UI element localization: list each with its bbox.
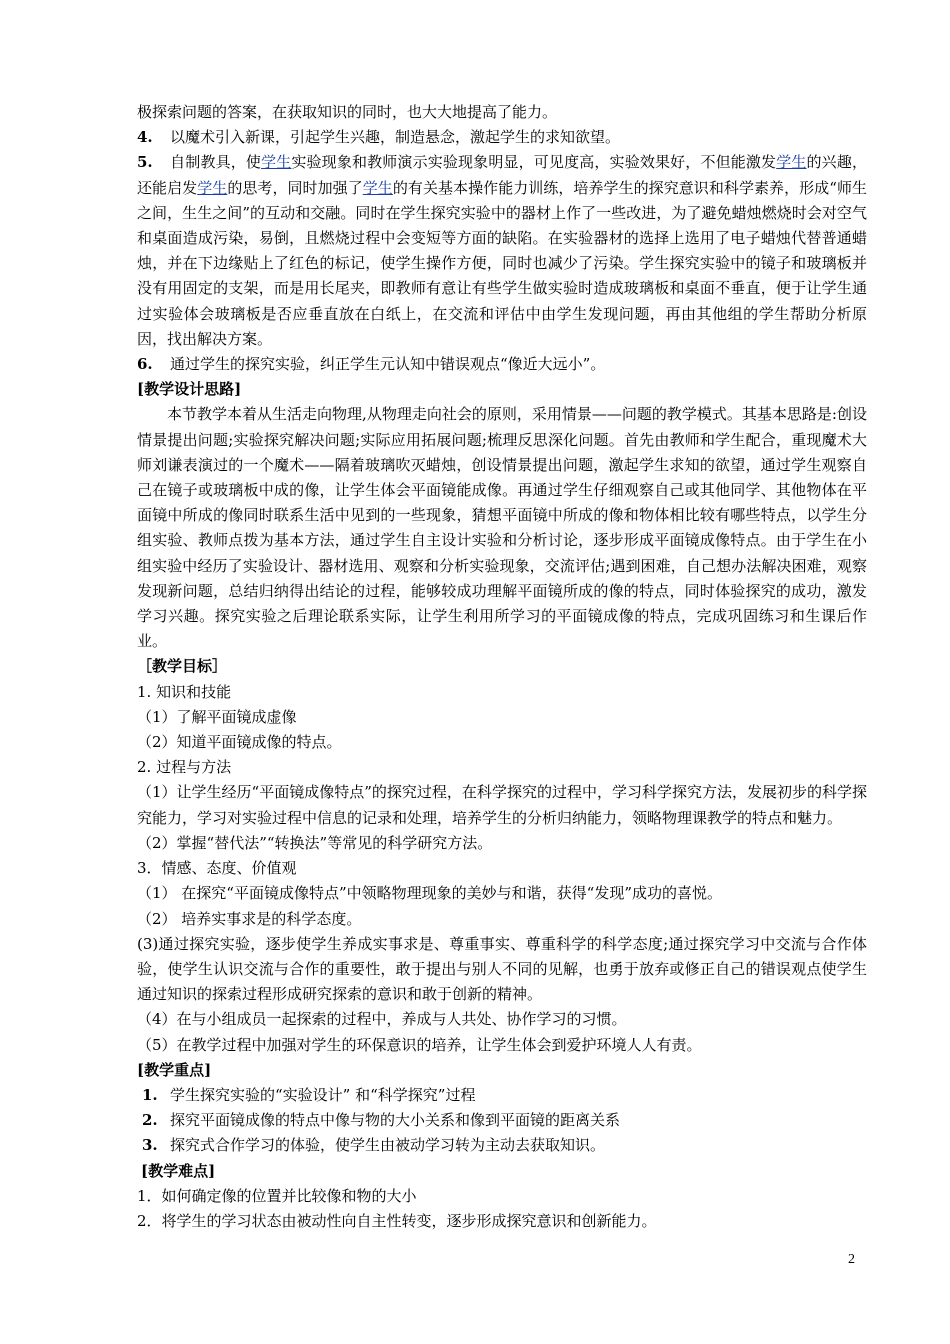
student-link[interactable]: 学生: [776, 153, 807, 172]
goals-item: （1）让学生经历“平面镜成像特点”的探究过程，在科学探究的过程中，学习科学探究方法，发展初步的科学探究能力，学习对实验过程中信息的记录和处理，培养学生的分析归纳能力，领略物理课教学的特点和魅力。: [137, 783, 867, 827]
list-text: 通过学生的探究实验，纠正学生元认知中错误观点“像近大远小”。: [170, 355, 606, 374]
student-link[interactable]: 学生: [261, 153, 292, 172]
goals-subheading-1: 1. 知识和技能: [137, 682, 232, 701]
goals-item: （2）知道平面镜成像的特点。: [137, 733, 342, 752]
list-number: 5.: [137, 153, 153, 172]
paragraph-continuation: 极探索问题的答案，在获取知识的同时，也大大地提高了能力。: [137, 103, 558, 121]
list-number: 2.: [142, 1111, 158, 1130]
text-run: 的有关基本操作能力训练，培养学生的探究意识和科学素养，形成“师生之间，生生之间”的互动和交融。同时在学生探究实验中的器材上作了一些改进，为了避免蜡烛燃烧时会对空气和桌面造成污染，易倒，且燃烧过程中会变短等方面的缺陷。在实验器材的选择上选用了电子蜡烛代替普通蜡烛，并在下边缘贴上了红色的标记，使学生操作方便，同时也减少了污染。学生探究实验中的镜子和玻璃板并没有用固定的支架，而是用长尾夹，即教师有意让有些学生做实验时造成玻璃板和桌面不垂直，便于让学生通过实验体会玻璃板是否应垂直放在白纸上，在交流和评估中由学生发现问题，再由其他组的学生帮助分析原因，找出解决方案。: [137, 178, 867, 348]
goals-item: (3)通过探究实验，逐步使学生养成实事求是、尊重事实、尊重科学的科学态度;通过探究学习中交流与合作体验，使学生认识交流与合作的重要性，敢于提出与别人不同的见解，也勇于放弃或修正自己的错误观点使学生通过知识的探索过程形成研究探索的意识和敢于创新的精神。: [137, 934, 867, 1004]
list-item-5: [137, 150, 867, 352]
student-link[interactable]: 学生: [197, 178, 228, 197]
text-run: 实验现象和教师演示实验现象明显，可见度高，实验效果好，不但能激发: [291, 153, 777, 172]
list-text: 以魔术引入新课，引起学生兴趣，制造悬念，激起学生的求知欲望。: [170, 128, 621, 147]
student-link[interactable]: 学生: [362, 178, 393, 197]
keypoint-item: [137, 1083, 867, 1108]
page-number: 2: [848, 1252, 855, 1267]
list-item-6: [137, 352, 867, 377]
list-text: 探究式合作学习的体验，使学生由被动学习转为主动去获取知识。: [170, 1136, 606, 1155]
section-heading-goals: ［教学目标］: [137, 657, 228, 676]
list-number: 6.: [137, 355, 153, 374]
goals-item: （2） 培养实事求是的科学态度。: [137, 909, 362, 928]
goals-item: （1）了解平面镜成虚像: [137, 707, 297, 726]
page-content: [137, 100, 867, 1234]
section-heading-keypoints: [教学重点]: [137, 1060, 212, 1079]
list-number: 1.: [142, 1085, 158, 1104]
goals-item: （2）掌握“替代法”“转换法”等常见的科学研究方法。: [137, 833, 493, 852]
goals-item: （5）在教学过程中加强对学生的环保意识的培养，让学生体会到爱护环境人人有责。: [137, 1035, 702, 1054]
goals-item: （1） 在探究“平面镜成像特点”中领略物理现象的美妙与和谐，获得“发现”成功的喜悦。: [137, 884, 722, 903]
list-text: 探究平面镜成像的特点中像与物的大小关系和像到平面镜的距离关系: [170, 1111, 621, 1130]
list-text: 学生探究实验的“实验设计” 和“科学探究”过程: [170, 1085, 476, 1104]
text-run: 的兴趣，还能启发: [137, 153, 867, 197]
goals-item: （4）在与小组成员一起探索的过程中，养成与人共处、协作学习的习惯。: [137, 1010, 627, 1029]
text-run: 的思考，同时加强了: [227, 178, 363, 197]
list-number: 3.: [142, 1136, 158, 1155]
section-heading-design: [教学设计思路]: [137, 380, 242, 399]
difficulty-item: 2．将学生的学习状态由被动性向自主性转变，逐步形成探究意识和创新能力。: [137, 1211, 657, 1230]
design-paragraph: 本节教学本着从生活走向物理,从物理走向社会的原则，采用情景——问题的教学模式。其基本思路是:创设情景提出问题;实验探究解决问题;实际应用拓展问题;梳理反思深化问题。首先由教师和学生配合，重现魔术大师刘谦表演过的一个魔术——隔着玻璃吹灭蜡烛，创设情景提出问题，激起学生求知的欲望，通过学生观察自己在镜子或玻璃板中成的像，让学生体会平面镜能成像。再通过学生仔细观察自己或其他同学、其他物体在平面镜中所成的像同时联系生活中见到的一些现象，猜想平面镜中所成的像和物体相比较有哪些特点，以学生分组实验、教师点拨为基本方法，通过学生自主设计实验和分析讨论，逐步形成平面镜成像特点。由于学生在小组实验中经历了实验设计、器材选用、观察和分析实验现象，交流评估;遇到困难，自己想办法解决困难，观察发现新问题，总结归纳得出结论的过程，能够较成功理解平面镜所成的像的特点，同时体验探究的成功，激发学习兴趣。探究实验之后理论联系实际，让学生利用所学习的平面镜成像的特点，完成巩固练习和生课后作业。: [137, 405, 867, 651]
keypoint-item: [137, 1108, 867, 1133]
difficulty-item: 1．如何确定像的位置并比较像和物的大小: [137, 1186, 417, 1205]
goals-subheading-2: 2. 过程与方法: [137, 758, 232, 777]
section-heading-difficulties: [教学难点]: [141, 1161, 216, 1180]
goals-subheading-3: 3．情感、态度、价值观: [137, 859, 297, 878]
keypoint-item: [137, 1133, 867, 1158]
text-run: 自制教具，使: [170, 153, 262, 172]
list-item-4: [137, 125, 867, 150]
list-number: 4.: [137, 128, 153, 147]
